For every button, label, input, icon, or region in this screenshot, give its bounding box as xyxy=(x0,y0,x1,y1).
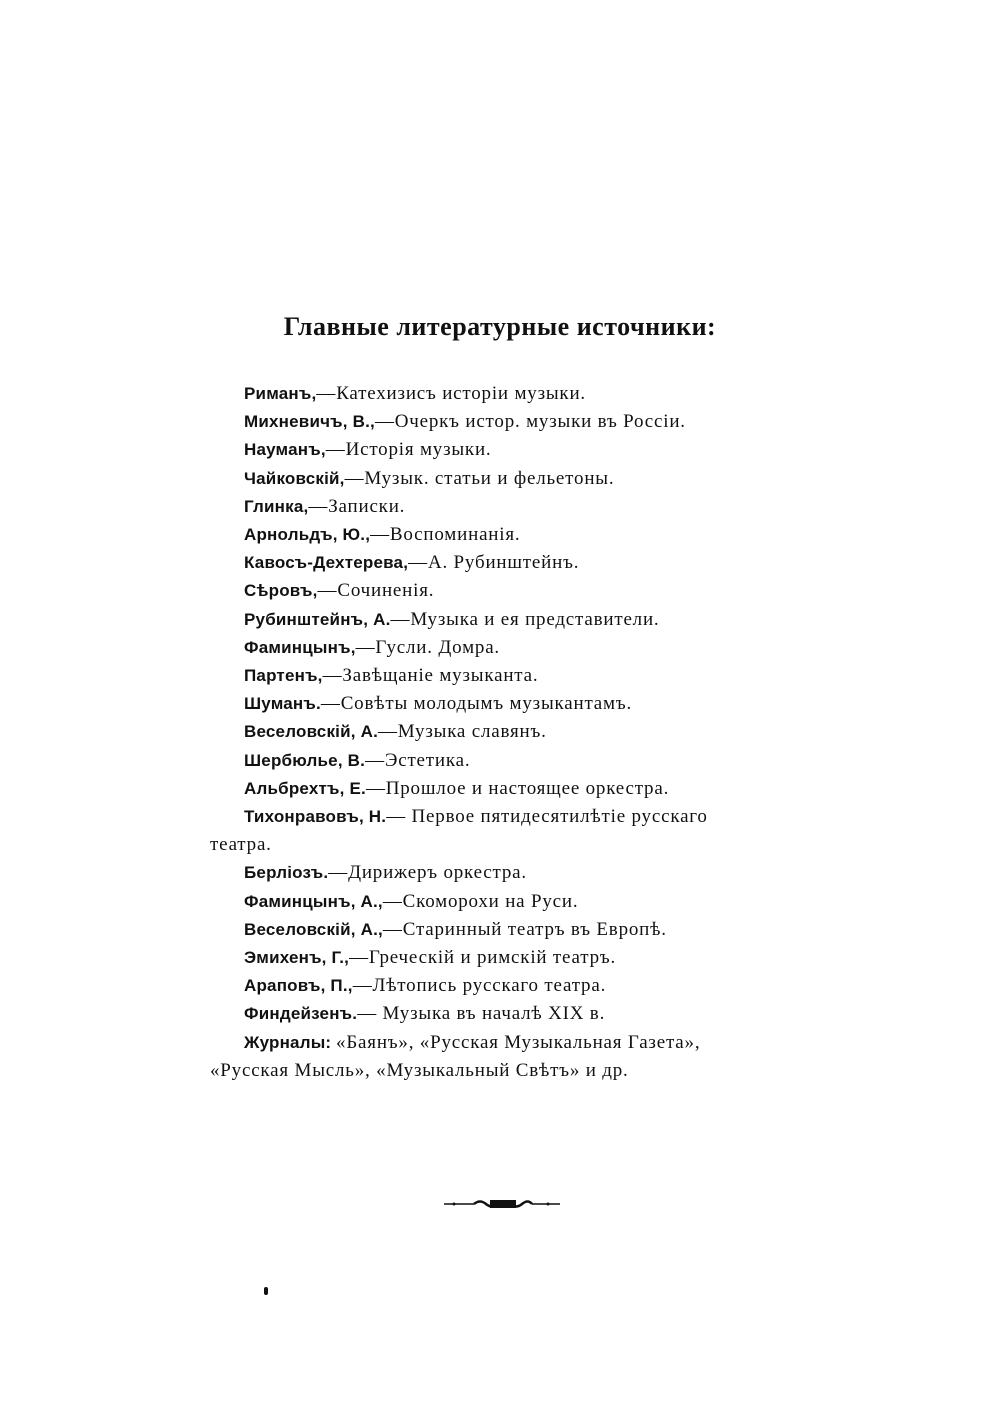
source-work: —Прошлое и настоящее оркестра. xyxy=(365,777,670,799)
source-work: —Очеркъ истор. музыки въ Россіи. xyxy=(374,411,686,433)
source-work: —Гусли. Домра. xyxy=(355,636,500,658)
source-author: Журналы: xyxy=(244,1032,332,1052)
source-work: —Музык. статьи и фельетоны. xyxy=(344,467,615,489)
source-author: Берліозъ. xyxy=(244,863,329,883)
source-author: Шуманъ. xyxy=(244,694,321,714)
source-author: Финдейзенъ. xyxy=(244,1004,358,1024)
ink-mark xyxy=(264,1287,268,1295)
source-work: —Исторія музыки. xyxy=(325,439,492,461)
source-author: Шербюлье, В. xyxy=(244,750,366,770)
source-entry xyxy=(244,972,804,1000)
source-entry xyxy=(244,521,804,549)
source-entry xyxy=(244,775,804,803)
source-entry xyxy=(210,1029,804,1085)
source-entry xyxy=(244,888,804,916)
source-author: Тихонравовъ, Н. xyxy=(244,807,387,827)
source-entry xyxy=(244,944,804,972)
source-author: Фаминцынъ, xyxy=(244,637,356,657)
source-work: — Музыка въ началѣ XIX в. xyxy=(357,1003,606,1025)
source-entry xyxy=(244,1000,804,1028)
source-entry xyxy=(244,380,804,408)
source-entry xyxy=(244,662,804,690)
source-work-continuation: театра. xyxy=(210,834,272,856)
source-author: Партенъ, xyxy=(244,666,323,686)
source-entry xyxy=(244,606,804,634)
source-author: Арнольдъ, Ю., xyxy=(244,525,371,545)
source-entry xyxy=(244,718,804,746)
page-title: Главные литературные источники: xyxy=(283,312,717,341)
source-work: —Завѣщаніе музыканта. xyxy=(322,665,539,687)
source-author: Науманъ, xyxy=(244,440,326,460)
source-author: Михневичъ, В., xyxy=(244,412,375,432)
source-author: Сѣровъ, xyxy=(244,581,318,601)
source-author: Рубинштейнъ, А. xyxy=(244,609,391,629)
source-author: Эмихенъ, Г., xyxy=(244,948,350,968)
source-work: —Греческій и римскій театръ. xyxy=(349,947,617,969)
source-entry xyxy=(244,916,804,944)
source-work: — Первое пятидесятилѣтіе русскаго xyxy=(386,806,708,828)
source-author: Веселовскій, А. xyxy=(244,722,378,742)
source-work: —Катехизисъ исторіи музыки. xyxy=(316,383,586,404)
source-author: Альбрехтъ, Е. xyxy=(244,778,366,798)
source-work: —А. Рубинштейнъ. xyxy=(408,552,580,574)
ornament-divider-icon xyxy=(444,1198,560,1210)
source-work: —Дирижеръ оркестра. xyxy=(328,862,527,884)
source-author: Кавосъ-Дехтерева, xyxy=(244,553,409,573)
source-author: Веселовскій, А., xyxy=(244,919,383,939)
source-work: —Воспоминанія. xyxy=(370,524,521,546)
source-work: —Старинный театръ въ Европѣ. xyxy=(382,918,667,940)
source-work: —Совѣты молодымъ музыкантамъ. xyxy=(320,693,633,715)
source-author: Риманъ, xyxy=(244,384,317,403)
source-work-continuation: «Русская Мысль», «Музыкальный Свѣтъ» и др. xyxy=(210,1059,629,1081)
source-entry xyxy=(244,549,804,577)
source-author: Фаминцынъ, А., xyxy=(244,891,383,911)
source-entry xyxy=(244,747,804,775)
source-work: —Записки. xyxy=(308,495,406,517)
source-entry xyxy=(244,634,804,662)
source-entry xyxy=(244,859,804,887)
source-work: —Музыка славянъ. xyxy=(378,721,547,743)
source-author: Чайковскій, xyxy=(244,468,345,488)
source-entry xyxy=(244,690,804,718)
source-author: Глинка, xyxy=(244,496,309,516)
source-work: «Баянъ», «Русская Музыкальная Газета», xyxy=(336,1031,701,1053)
source-work: —Эстетика. xyxy=(365,749,471,771)
source-work: —Сочиненія. xyxy=(317,580,435,602)
source-work: —Лѣтопись русскаго театра. xyxy=(352,975,607,997)
source-work: —Скоморохи на Руси. xyxy=(382,890,579,912)
source-entry xyxy=(244,408,804,436)
sources-list xyxy=(210,380,804,1085)
source-author: Араповъ, П., xyxy=(244,976,353,996)
source-entry xyxy=(244,465,804,493)
source-entry xyxy=(244,436,804,464)
source-entry xyxy=(210,803,804,859)
source-work: —Музыка и ея представители. xyxy=(390,608,660,630)
source-entry xyxy=(244,577,804,605)
source-entry xyxy=(244,493,804,521)
